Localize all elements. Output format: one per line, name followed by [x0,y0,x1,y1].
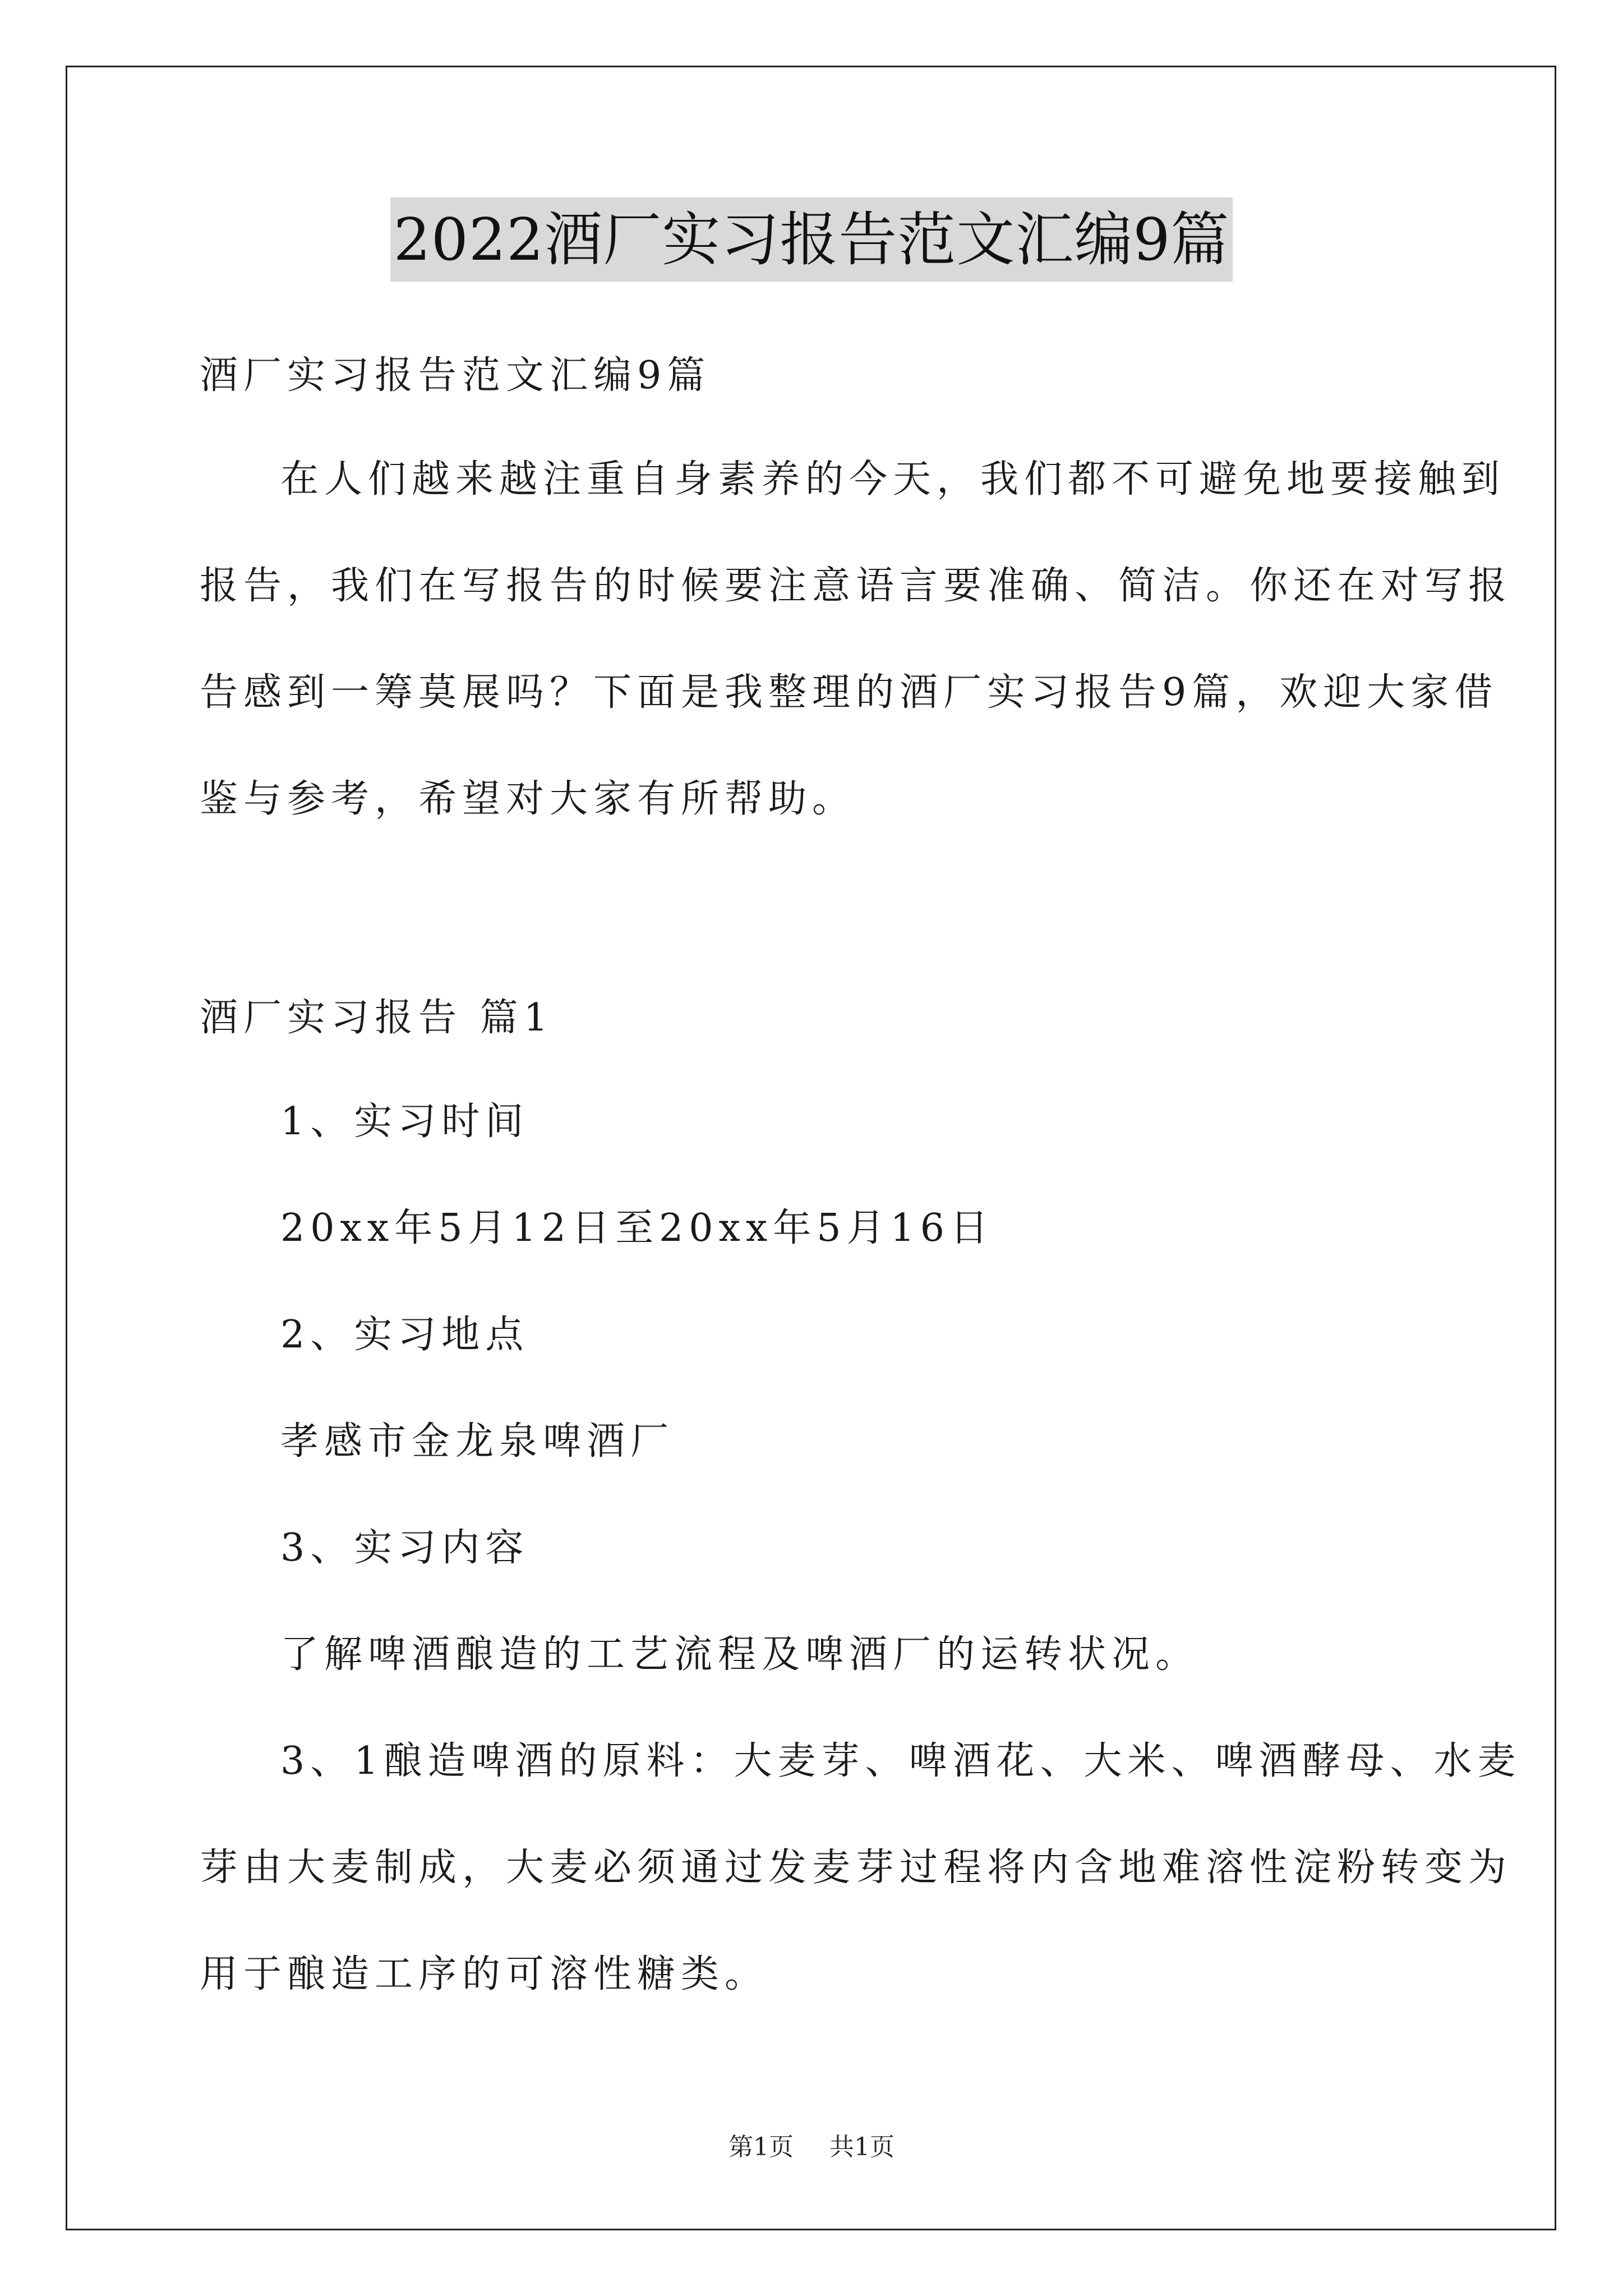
item-practice-place-value: 孝感市金龙泉啤酒厂 [280,1419,675,1464]
paragraph-line-3: 用于酿造工序的可溶性糖类。 [200,1952,769,1996]
item-practice-place-heading: 2、实习地点 [280,1313,529,1357]
page-footer [0,2131,1623,2164]
item-practice-time-heading: 1、实习时间 [280,1099,529,1144]
paragraph-line-2: 芽由大麦制成，大麦必须通过发麦芽过程将内含地难溶性淀粉转变为 [200,1846,1513,1890]
intro-line-1: 在人们越来越注重自身素养的今天，我们都不可避免地要接触到 [280,457,1506,501]
page-number-total: 共1页 [829,2133,895,2161]
section-heading: 酒厂实习报告 篇1 [200,996,554,1040]
title-container [0,197,1623,282]
item-practice-content-value: 了解啤酒酿造的工艺流程及啤酒厂的运转状况。 [280,1632,1200,1677]
intro-line-3: 告感到一筹莫展吗？下面是我整理的酒厂实习报告9篇，欢迎大家借 [200,670,1498,715]
intro-line-4: 鉴与参考，希望对大家有所帮助。 [200,777,856,821]
document-title: 2022酒厂实习报告范文汇编9篇 [390,197,1233,282]
item-practice-content-heading: 3、实习内容 [280,1526,529,1570]
document-subtitle: 酒厂实习报告范文汇编9篇 [200,353,711,398]
intro-line-2: 报告，我们在写报告的时候要注意语言要准确、简洁。你还在对写报 [200,564,1513,608]
item-practice-time-value: 20xx年5月12日至20xx年5月16日 [280,1206,994,1250]
paragraph-line-1: 3、1酿造啤酒的原料：大麦芽、啤酒花、大米、啤酒酵母、水麦 [280,1739,1521,1783]
page-number-current: 第1页 [728,2133,794,2161]
